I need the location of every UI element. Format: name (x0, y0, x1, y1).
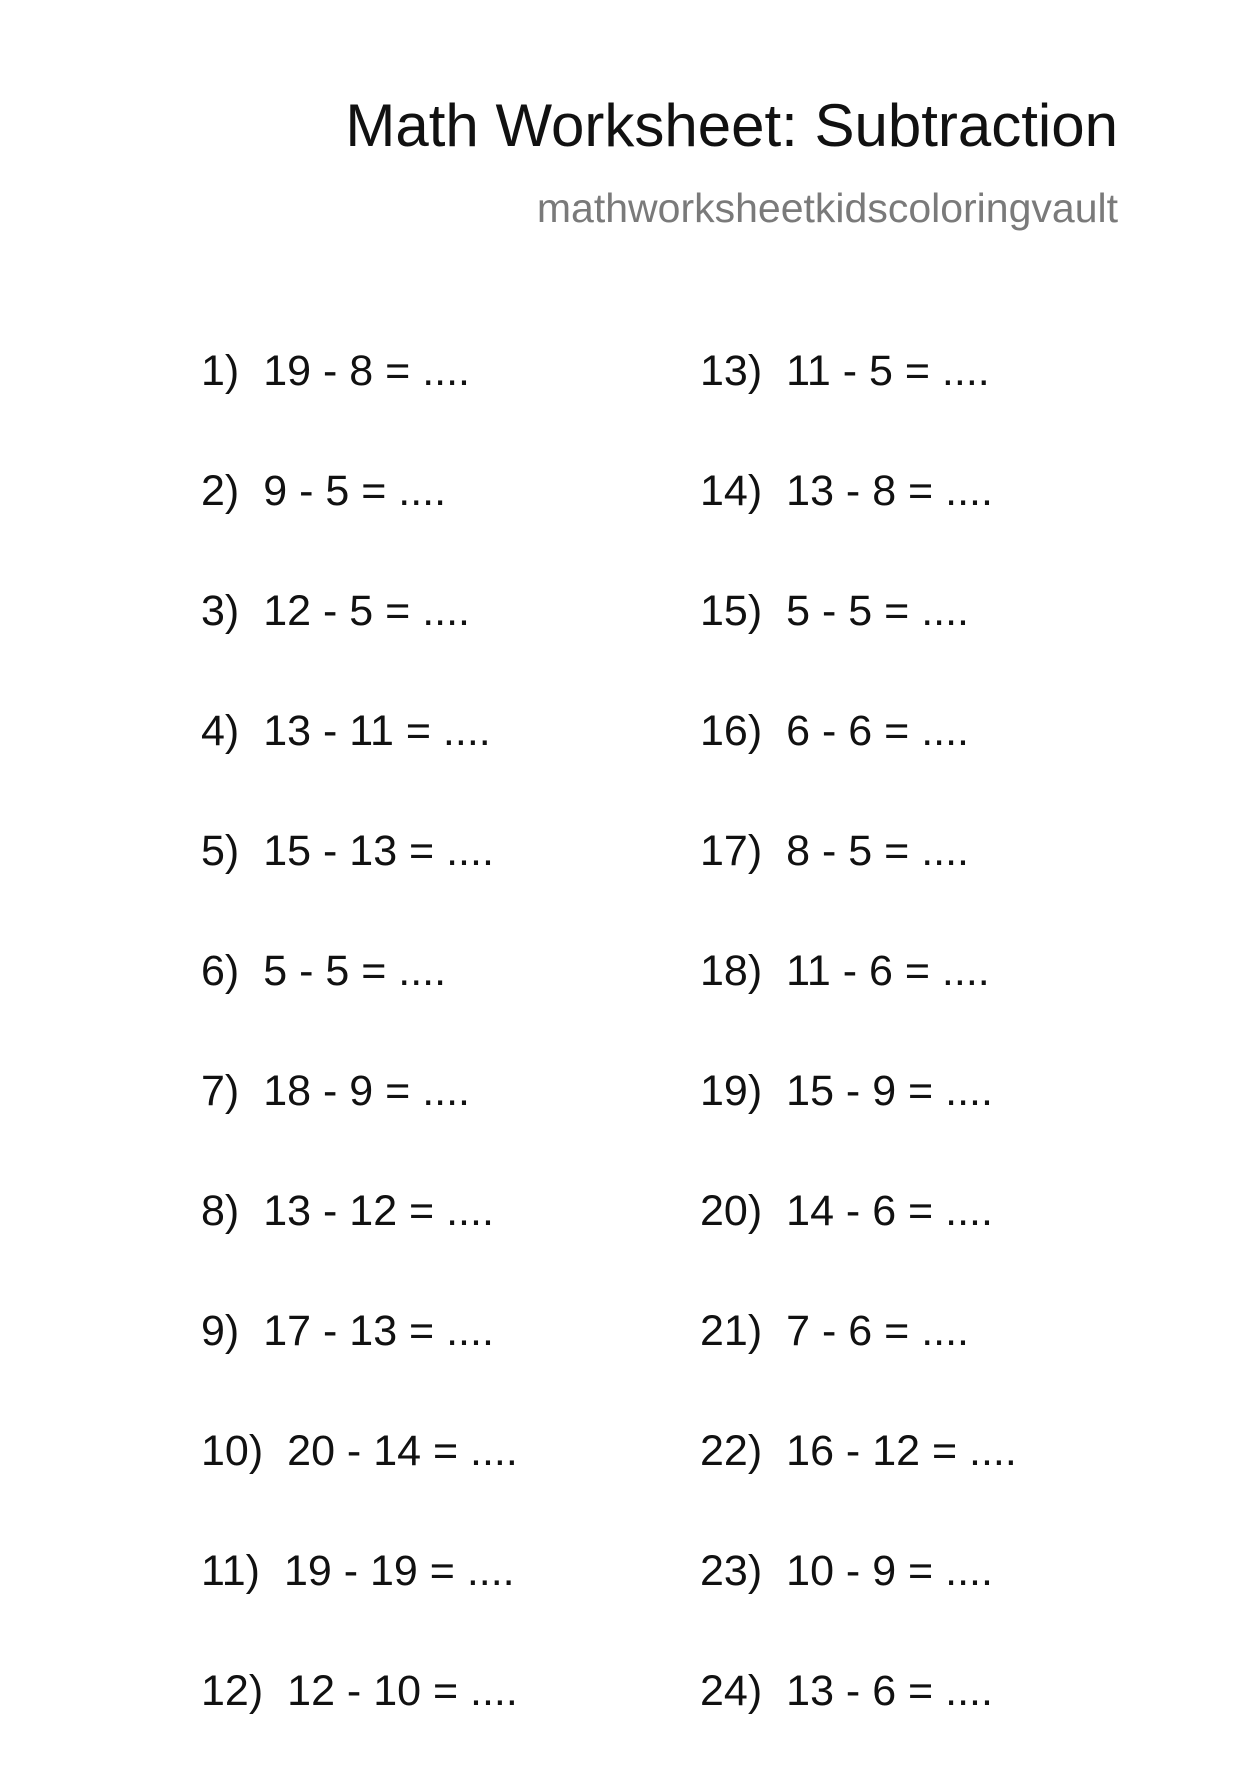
problem-14 (700, 467, 1017, 590)
problem-number: 7) (201, 1067, 240, 1115)
problem-12 (201, 1667, 518, 1790)
problem-expression: 16 - 12 = .... (786, 1427, 1017, 1475)
problem-8 (201, 1187, 518, 1310)
problem-expression: 13 - 11 = .... (263, 707, 491, 755)
problem-9 (201, 1307, 518, 1430)
problem-11 (201, 1547, 518, 1670)
problem-number: 11) (201, 1547, 260, 1595)
problem-expression: 19 - 19 = .... (283, 1547, 515, 1595)
problem-number: 3) (201, 587, 240, 635)
problem-22 (700, 1427, 1017, 1550)
problem-10 (201, 1427, 518, 1550)
problem-21 (700, 1307, 1017, 1430)
problem-19 (700, 1067, 1017, 1190)
problem-number: 21) (700, 1307, 763, 1355)
problem-number: 17) (700, 827, 763, 875)
problem-expression: 20 - 14 = .... (287, 1427, 518, 1475)
problem-expression: 13 - 12 = .... (263, 1187, 494, 1235)
problem-number: 1) (201, 347, 240, 395)
problem-20 (700, 1187, 1017, 1310)
problem-number: 15) (700, 587, 763, 635)
problem-expression: 12 - 5 = .... (263, 587, 470, 635)
problem-expression: 10 - 9 = .... (786, 1547, 993, 1595)
problem-16 (700, 707, 1017, 830)
problem-number: 22) (700, 1427, 763, 1475)
problem-expression: 17 - 13 = .... (263, 1307, 494, 1355)
problem-2 (201, 467, 518, 590)
problem-number: 2) (201, 467, 240, 515)
problem-number: 12) (201, 1667, 264, 1715)
problem-expression: 19 - 8 = .... (263, 347, 470, 395)
problems-column-left (201, 347, 518, 1790)
problem-number: 19) (700, 1067, 763, 1115)
problem-6 (201, 947, 518, 1070)
worksheet-header (345, 92, 1118, 231)
problem-expression: 5 - 5 = .... (786, 587, 969, 635)
problem-expression: 6 - 6 = .... (786, 707, 969, 755)
problem-15 (700, 587, 1017, 710)
problem-4 (201, 707, 518, 830)
problem-expression: 8 - 5 = .... (786, 827, 969, 875)
problems-column-right (700, 347, 1017, 1790)
problem-expression: 7 - 6 = .... (786, 1307, 969, 1355)
problem-number: 8) (201, 1187, 240, 1235)
problem-number: 20) (700, 1187, 763, 1235)
problem-number: 4) (201, 707, 240, 755)
problem-expression: 15 - 9 = .... (786, 1067, 993, 1115)
problem-23 (700, 1547, 1017, 1670)
problem-number: 18) (700, 947, 763, 995)
problem-number: 14) (700, 467, 763, 515)
problem-3 (201, 587, 518, 710)
problem-expression: 11 - 5 = .... (786, 347, 990, 395)
problem-number: 5) (201, 827, 240, 875)
problem-7 (201, 1067, 518, 1190)
problem-expression: 15 - 13 = .... (263, 827, 494, 875)
problem-expression: 5 - 5 = .... (263, 947, 447, 995)
problem-13 (700, 347, 1017, 470)
problem-number: 9) (201, 1307, 240, 1355)
problem-expression: 13 - 8 = .... (786, 467, 993, 515)
problem-5 (201, 827, 518, 950)
problem-expression: 12 - 10 = .... (287, 1667, 518, 1715)
problem-number: 16) (700, 707, 763, 755)
problem-number: 13) (700, 347, 763, 395)
problem-expression: 18 - 9 = .... (263, 1067, 470, 1115)
page-title: Math Worksheet: Subtraction (345, 92, 1118, 159)
problem-expression: 14 - 6 = .... (786, 1187, 993, 1235)
problem-17 (700, 827, 1017, 950)
problem-expression: 11 - 6 = .... (786, 947, 990, 995)
problem-expression: 9 - 5 = .... (263, 467, 447, 515)
problem-18 (700, 947, 1017, 1070)
problem-number: 10) (201, 1427, 264, 1475)
problem-24 (700, 1667, 1017, 1790)
problem-1 (201, 347, 518, 470)
page-subtitle: mathworksheetkidscoloringvault (536, 185, 1118, 231)
problem-number: 23) (700, 1547, 763, 1595)
problem-number: 24) (700, 1667, 763, 1715)
problem-number: 6) (201, 947, 240, 995)
problem-expression: 13 - 6 = .... (786, 1667, 993, 1715)
